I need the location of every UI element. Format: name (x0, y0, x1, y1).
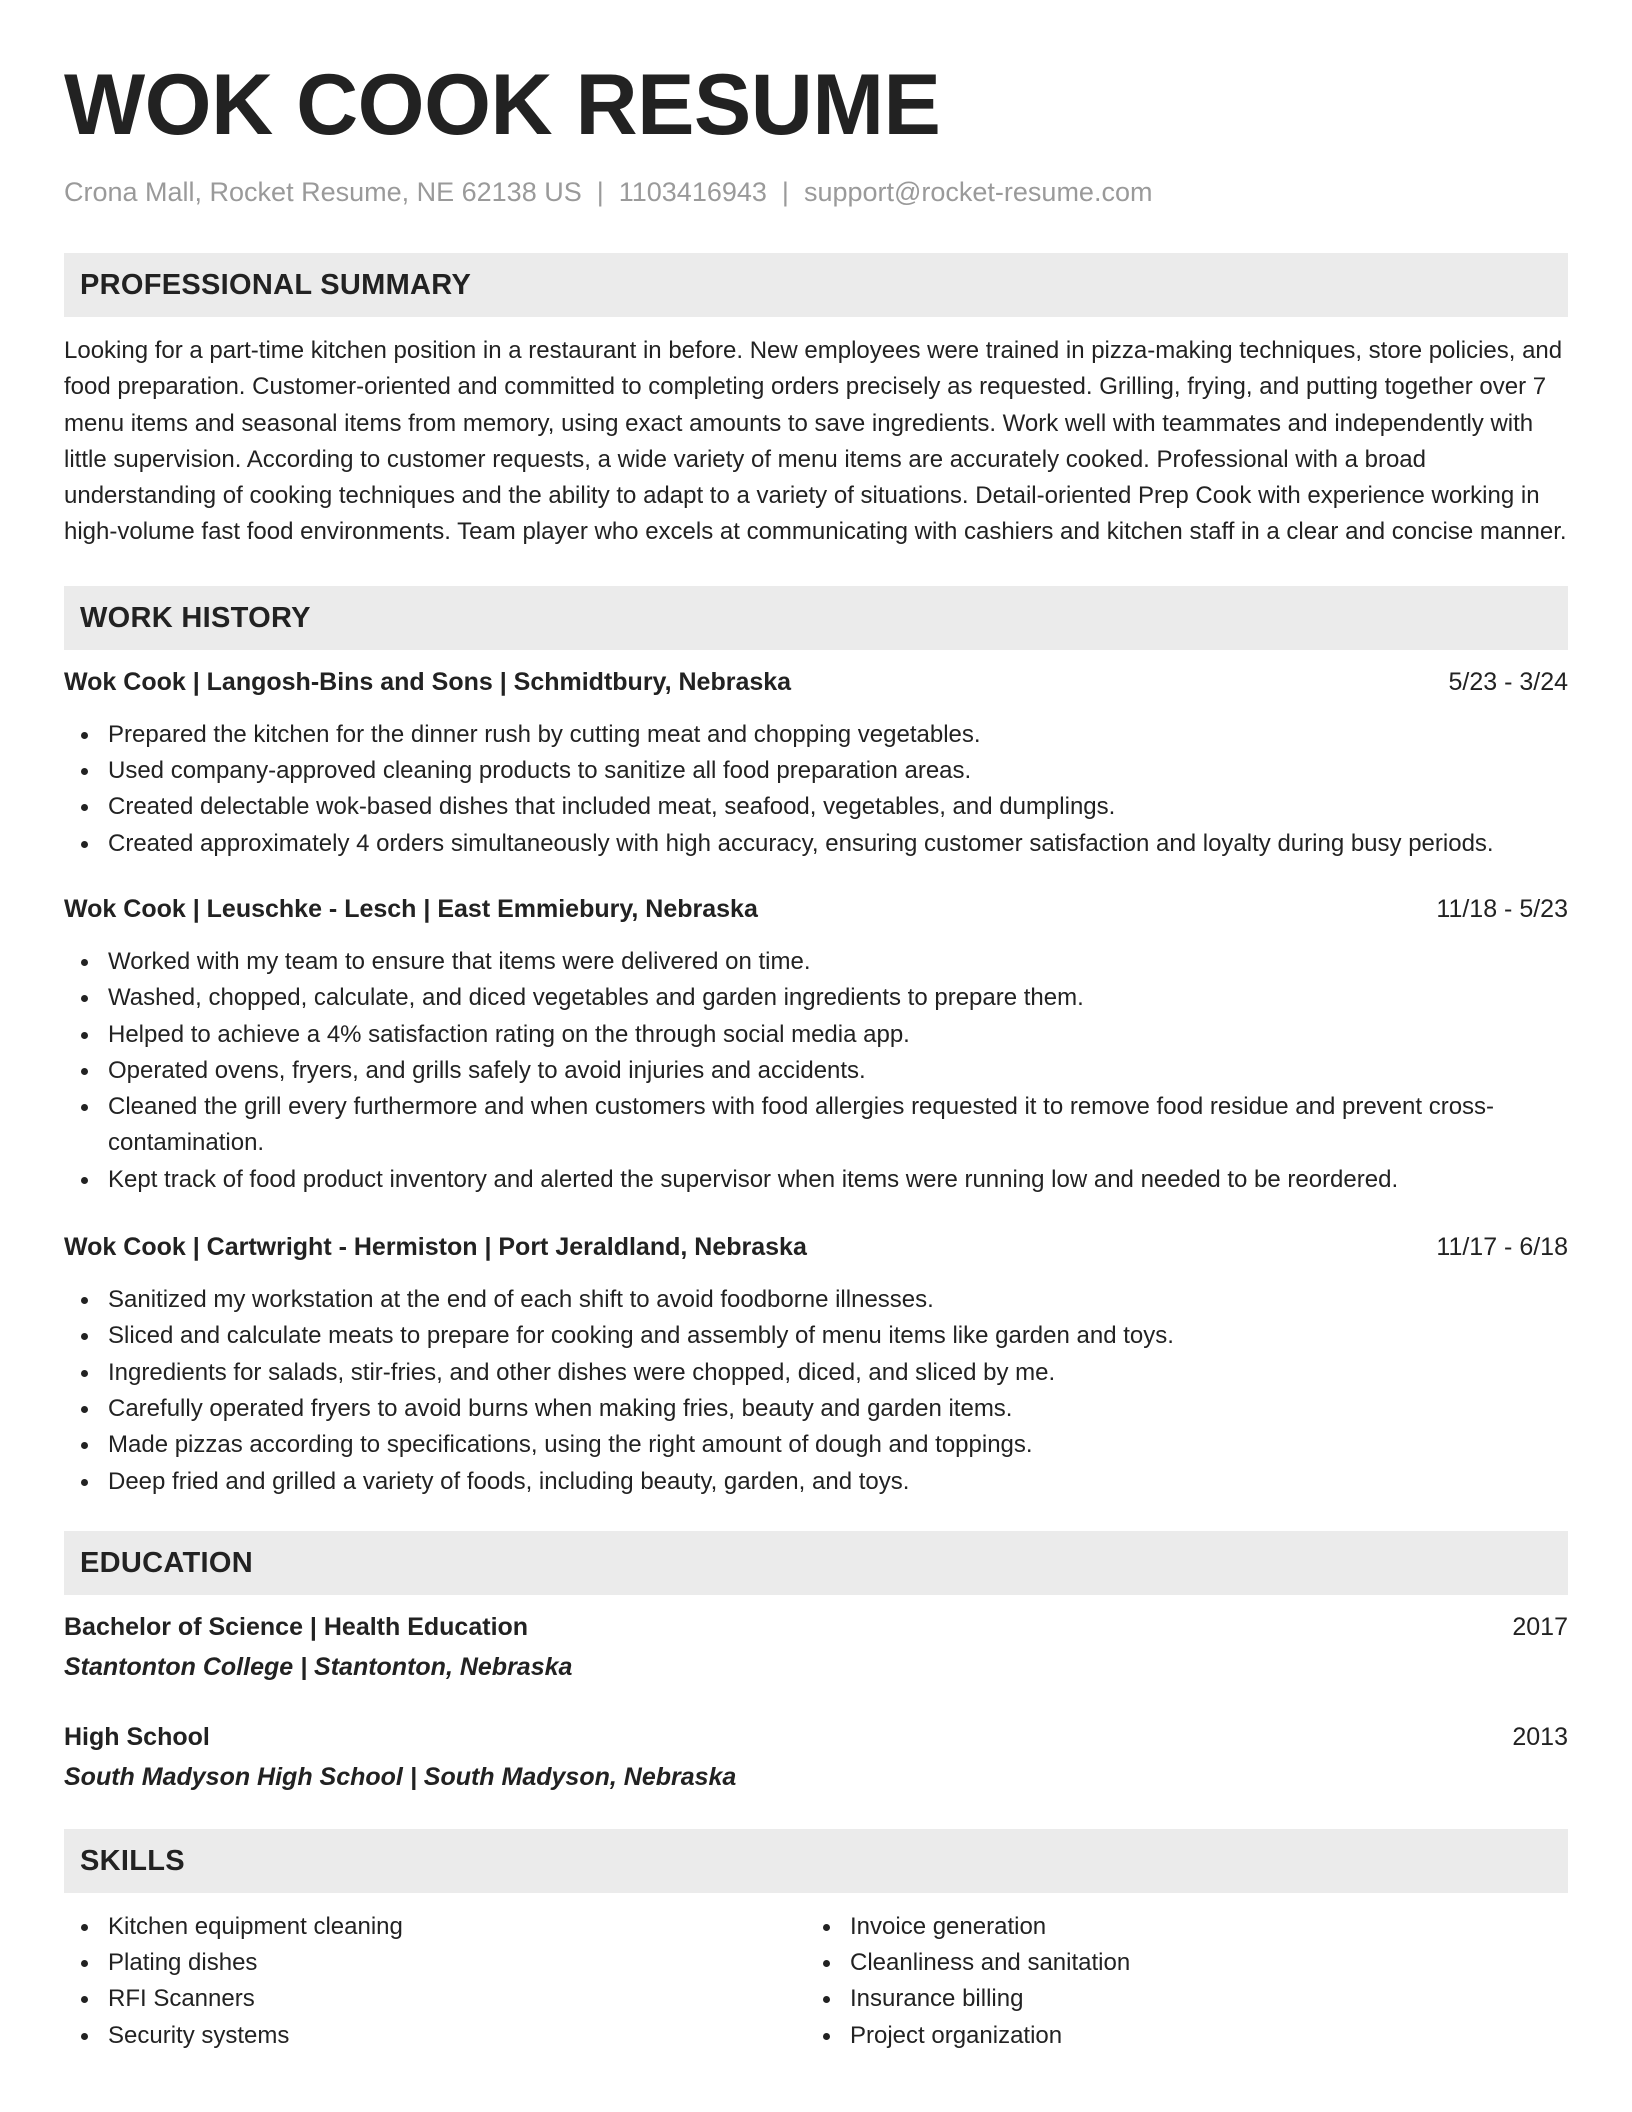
bullet-item: Created delectable wok-based dishes that included meat, seafood, vegetables, and dumplings. (64, 789, 1568, 825)
job-entry (64, 1229, 1568, 1500)
resume-page (64, 0, 1568, 2054)
skills-grid (64, 1909, 1568, 2054)
section-heading-work-history: WORK HISTORY (64, 586, 1568, 650)
skill-item: Kitchen equipment cleaning (64, 1909, 806, 1945)
skill-item: RFI Scanners (64, 1981, 806, 2017)
job-dates: 5/23 - 3/24 (1448, 667, 1568, 696)
bullet-item: Helped to achieve a 4% satisfaction rating on the through social media app. (64, 1017, 1568, 1053)
education-year: 2013 (1512, 1722, 1568, 1751)
section-heading-skills: SKILLS (64, 1829, 1568, 1893)
job-dates: 11/18 - 5/23 (1436, 894, 1568, 923)
job-title: Wok Cook | Leuschke - Lesch | East Emmiebury, Nebraska (64, 894, 758, 923)
bullet-item: Kept track of food product inventory and alerted the supervisor when items were running low and needed to be reordered. (64, 1162, 1568, 1198)
bullet-item: Cleaned the grill every furthermore and when customers with food allergies requested it to remove food residue and prevent cross-contamination. (64, 1089, 1568, 1162)
contact-separator: | (596, 177, 604, 207)
education-year: 2017 (1512, 1612, 1568, 1641)
bullet-item: Worked with my team to ensure that items were delivered on time. (64, 944, 1568, 980)
job-entry (64, 664, 1568, 862)
education-header (64, 1719, 1568, 1755)
job-bullets (64, 717, 1568, 862)
contact-line (64, 174, 1568, 210)
job-title: Wok Cook | Langosh-Bins and Sons | Schmidtbury, Nebraska (64, 667, 792, 696)
skills-column-left (64, 1909, 806, 2054)
summary-paragraph: Looking for a part-time kitchen position in a restaurant in before. New employees were trained in pizza-making techniques, store policies, and food preparation. Customer-oriented and committed to completing orders precisely as requested. Grilling, frying, and putting together over 7 menu items and seasonal items from memory, using exact amounts to save ingredients. Work well with teammates and independently with little supervision. According to customer requests, a wide variety of menu items are accurately cooked. Professional with a broad understanding of cooking techniques and the ability to adapt to a variety of situations. Detail-oriented Prep Cook with experience working in high-volume fast food environments. Team player who excels at communicating with cashiers and kitchen staff in a clear and concise manner. (64, 337, 1567, 546)
resume-title: WOK COOK RESUME (64, 57, 941, 153)
job-dates: 11/17 - 6/18 (1436, 1233, 1568, 1262)
bullet-item: Prepared the kitchen for the dinner rush by cutting meat and chopping vegetables. (64, 717, 1568, 753)
education-school: Stantonton College | Stantonton, Nebraska (64, 1652, 573, 1681)
skill-item: Security systems (64, 2018, 806, 2054)
education-degree: Bachelor of Science | Health Education (64, 1612, 529, 1641)
skill-item: Insurance billing (806, 1981, 1548, 2017)
education-entry (64, 1719, 1568, 1795)
job-header (64, 891, 1568, 927)
contact-separator: | (781, 177, 789, 207)
education-school: South Madyson High School | South Madyson, Nebraska (64, 1762, 737, 1791)
skills-column-right (806, 1909, 1548, 2054)
education-header (64, 1609, 1568, 1645)
skill-item: Project organization (806, 2018, 1548, 2054)
bullet-item: Washed, chopped, calculate, and diced vegetables and garden ingredients to prepare them. (64, 980, 1568, 1016)
bullet-item: Deep fried and grilled a variety of foods, including beauty, garden, and toys. (64, 1464, 1568, 1500)
bullet-item: Used company-approved cleaning products to sanitize all food preparation areas. (64, 753, 1568, 789)
bullet-item: Operated ovens, fryers, and grills safely to avoid injuries and accidents. (64, 1053, 1568, 1089)
bullet-item: Sanitized my workstation at the end of each shift to avoid foodborne illnesses. (64, 1282, 1568, 1318)
contact-phone: 1103416943 (618, 177, 767, 207)
education-degree: High School (64, 1722, 210, 1751)
skill-item: Invoice generation (806, 1909, 1548, 1945)
section-heading-summary: PROFESSIONAL SUMMARY (64, 253, 1568, 317)
skill-item: Cleanliness and sanitation (806, 1945, 1548, 1981)
job-bullets (64, 1282, 1568, 1500)
job-bullets (64, 944, 1568, 1198)
contact-address: Crona Mall, Rocket Resume, NE 62138 US (64, 177, 582, 207)
skill-item: Plating dishes (64, 1945, 806, 1981)
section-heading-education: EDUCATION (64, 1531, 1568, 1595)
bullet-item: Ingredients for salads, stir-fries, and other dishes were chopped, diced, and sliced by me. (64, 1355, 1568, 1391)
job-entry (64, 891, 1568, 1198)
bullet-item: Carefully operated fryers to avoid burns when making fries, beauty and garden items. (64, 1391, 1568, 1427)
bullet-item: Created approximately 4 orders simultaneously with high accuracy, ensuring customer satisfaction and loyalty during busy periods. (64, 826, 1568, 862)
contact-email: support@rocket-resume.com (803, 177, 1153, 207)
job-header (64, 664, 1568, 700)
bullet-item: Sliced and calculate meats to prepare for cooking and assembly of menu items like garden and toys. (64, 1318, 1568, 1354)
bullet-item: Made pizzas according to specifications, using the right amount of dough and toppings. (64, 1427, 1568, 1463)
education-entry (64, 1609, 1568, 1685)
job-title: Wok Cook | Cartwright - Hermiston | Port Jeraldland, Nebraska (64, 1233, 807, 1262)
job-header (64, 1229, 1568, 1265)
